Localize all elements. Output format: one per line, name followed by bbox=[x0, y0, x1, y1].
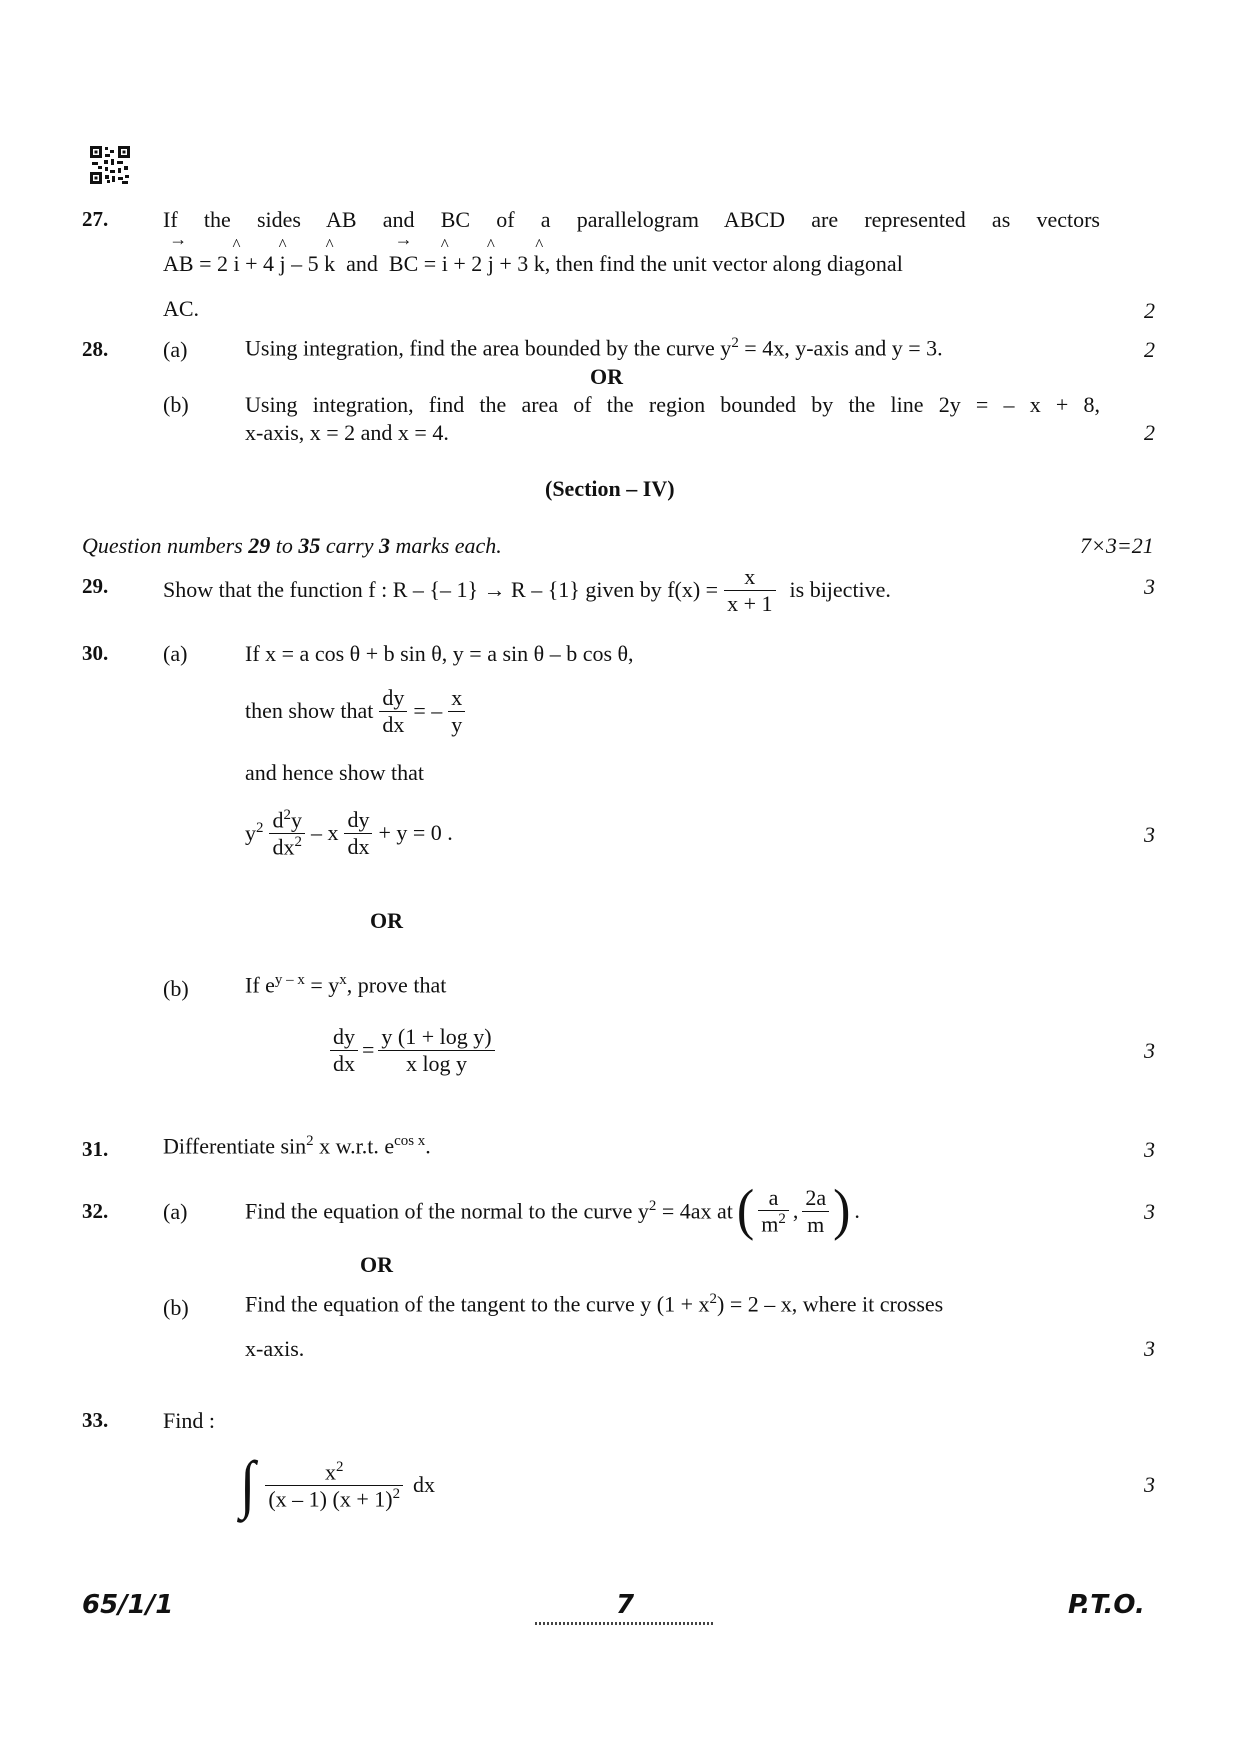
denominator: dx bbox=[333, 1050, 355, 1076]
denominator bbox=[269, 834, 304, 860]
comma: , bbox=[792, 1198, 799, 1223]
exponent: x bbox=[339, 972, 347, 988]
q33-find: Find : bbox=[163, 1408, 215, 1433]
marks: 3 bbox=[1144, 1038, 1155, 1063]
q27-term: , then find the unit vector along diagonal bbox=[544, 251, 903, 276]
page-number: 7 bbox=[616, 1590, 635, 1620]
q27-term: and bbox=[346, 251, 378, 276]
dx: dx bbox=[272, 833, 295, 859]
exponent: cos x bbox=[394, 1133, 426, 1149]
q32a-text bbox=[245, 1178, 860, 1244]
fraction bbox=[724, 564, 775, 616]
y-base: y bbox=[245, 820, 256, 846]
part-label: (a) bbox=[163, 337, 188, 362]
q28a-text-post: = 4x, y-axis and y = 3. bbox=[744, 335, 943, 361]
qr-code bbox=[90, 146, 130, 184]
x: x bbox=[324, 1459, 336, 1485]
or-separator: OR bbox=[370, 908, 403, 933]
q32b-line1 bbox=[245, 1291, 1100, 1317]
q30b-line1 bbox=[245, 972, 446, 998]
instruction bbox=[82, 533, 502, 559]
q30a-equation bbox=[245, 800, 453, 866]
fraction-a-m2 bbox=[758, 1185, 789, 1237]
marks: 2 bbox=[1144, 337, 1155, 362]
q30b-if: If e bbox=[245, 972, 275, 998]
period: . bbox=[854, 1198, 860, 1223]
exponent: 2 bbox=[648, 1197, 657, 1214]
denominator: x log y bbox=[405, 1050, 468, 1076]
part-label: (a) bbox=[163, 1199, 188, 1224]
q30a-line1: If x = a cos θ + b sin θ, y = a sin θ – b cos θ, bbox=[245, 641, 634, 666]
derivative-dy-dx bbox=[344, 807, 372, 859]
right-paren: ) bbox=[833, 1179, 851, 1242]
unit-vector-i: ^ i bbox=[442, 251, 448, 277]
question-number: 33. bbox=[82, 1408, 109, 1432]
question-number: 28. bbox=[82, 337, 109, 361]
q28a-text-pre: Using integration, find the area bounded by the curve y bbox=[245, 335, 732, 361]
q28a-text bbox=[245, 335, 943, 361]
q27-term: = bbox=[423, 251, 437, 276]
q27-line3: AC. bbox=[163, 296, 200, 321]
q32a-statement bbox=[245, 1198, 733, 1224]
q32b-line1-pre bbox=[245, 1291, 943, 1317]
q31-text bbox=[163, 1133, 431, 1159]
marks: 3 bbox=[1144, 574, 1155, 599]
marks: 3 bbox=[1144, 1336, 1155, 1361]
exponent: 2 bbox=[256, 819, 264, 836]
q27-line1: If the sides AB and BC of a parallelogram ABCD are represented as vectors bbox=[163, 207, 1100, 232]
instruction-text: to bbox=[270, 533, 299, 558]
q31-text-mid: x w.r.t. e bbox=[313, 1133, 395, 1159]
q32b-text-pre: Find the equation of the tangent to the curve y (1 + x bbox=[245, 1291, 710, 1317]
q32b-text-post: ) = 2 – x, where it crosses bbox=[717, 1291, 944, 1317]
equals-minus: = – bbox=[413, 698, 443, 723]
fraction-rhs bbox=[378, 1024, 494, 1076]
part-label: (b) bbox=[163, 392, 189, 417]
numerator: dy bbox=[330, 1024, 358, 1050]
q27-term: – 5 bbox=[291, 251, 319, 276]
question-number: 31. bbox=[82, 1137, 109, 1161]
numerator: a bbox=[758, 1185, 789, 1211]
section-heading: (Section – IV) bbox=[545, 476, 675, 501]
vector-ab: → AB bbox=[163, 251, 194, 277]
numerator bbox=[269, 807, 304, 834]
fraction-2a-m bbox=[802, 1185, 829, 1237]
fraction-x-y bbox=[448, 685, 465, 737]
integrand-fraction bbox=[265, 1459, 403, 1511]
exponent: 2 bbox=[778, 1211, 786, 1228]
numerator: y (1 + log y) bbox=[378, 1024, 494, 1050]
numerator: x bbox=[724, 564, 775, 590]
exponent: y – x bbox=[274, 972, 305, 988]
instruction-text: marks each. bbox=[390, 533, 502, 558]
q30b-prove: , prove that bbox=[346, 972, 447, 998]
numerator: dy bbox=[344, 807, 372, 833]
y: y bbox=[290, 807, 302, 833]
q29-statement: Show that the function f : R – {– 1} → R – {1} given by f(x) = bbox=[163, 577, 719, 602]
q32a-text-post: = 4ax at bbox=[656, 1198, 733, 1224]
numerator: 2a bbox=[802, 1185, 829, 1211]
unit-vector-j: ^ j bbox=[280, 251, 286, 277]
paper-code: 65/1/1 bbox=[82, 1590, 174, 1620]
marks: 3 bbox=[1144, 1472, 1155, 1497]
marks: 2 bbox=[1144, 420, 1155, 445]
exponent: 2 bbox=[392, 1485, 401, 1502]
denominator: x + 1 bbox=[727, 590, 773, 616]
dx: dx bbox=[413, 1472, 436, 1497]
q30a-then: then show that bbox=[245, 698, 374, 723]
question-number: 29. bbox=[82, 574, 109, 598]
instruction-text: carry bbox=[320, 533, 379, 558]
denominator: y bbox=[451, 711, 463, 737]
unit-vector-i: ^ i bbox=[233, 251, 239, 277]
integral-sign: ∫ bbox=[240, 1449, 256, 1521]
unit-vector-k: ^ k bbox=[324, 251, 335, 277]
marks: 3 bbox=[1144, 822, 1155, 847]
derivative-dy-dx bbox=[330, 1024, 358, 1076]
denominator: dx bbox=[347, 833, 370, 859]
denominator-text: (x – 1) (x + 1) bbox=[268, 1485, 393, 1511]
q29-tail: is bijective. bbox=[789, 577, 891, 602]
q30b-eq: = y bbox=[310, 972, 340, 998]
q31-text-post: . bbox=[425, 1133, 431, 1159]
question-number: 30. bbox=[82, 641, 109, 665]
unit-vector-k: ^ k bbox=[534, 251, 545, 277]
microprint-line bbox=[535, 1622, 715, 1625]
numerator bbox=[265, 1459, 403, 1486]
q28b-line2: x-axis, x = 2 and x = 4. bbox=[245, 420, 449, 445]
q27-line2 bbox=[163, 251, 903, 277]
instruction-number: 35 bbox=[298, 533, 321, 558]
section-total-marks: 7×3=21 bbox=[1080, 533, 1154, 558]
exponent: 2 bbox=[306, 1133, 314, 1149]
instruction-number: 29 bbox=[248, 533, 271, 558]
denominator bbox=[758, 1211, 789, 1237]
marks: 3 bbox=[1144, 1137, 1155, 1162]
equals-sign: = bbox=[362, 1037, 375, 1062]
part-label: (b) bbox=[163, 1295, 189, 1320]
q27-term: = 2 bbox=[199, 251, 228, 276]
q28a-sup: 2 bbox=[731, 335, 739, 351]
part-label: (a) bbox=[163, 641, 188, 666]
part-label: (b) bbox=[163, 976, 189, 1001]
derivative-dy-dx bbox=[379, 685, 407, 737]
numerator: x bbox=[448, 685, 465, 711]
left-paren: ( bbox=[736, 1179, 755, 1242]
m: m bbox=[761, 1211, 779, 1237]
or-separator: OR bbox=[590, 364, 623, 389]
q30b-equation bbox=[330, 1018, 495, 1082]
question-number: 27. bbox=[82, 207, 109, 231]
q28b-line1: Using integration, find the area of the region bounded by the line 2y = – x + 8, bbox=[245, 392, 1100, 417]
numerator: dy bbox=[379, 685, 407, 711]
q27-term: + 4 bbox=[245, 251, 275, 276]
instruction-number: 3 bbox=[379, 533, 390, 558]
instruction-text: Question numbers bbox=[82, 533, 249, 558]
equation-tail: + y = 0 . bbox=[378, 820, 453, 845]
d: d bbox=[272, 807, 284, 833]
q27-term: + 3 bbox=[499, 251, 529, 276]
q30a-line2 bbox=[245, 680, 465, 742]
unit-vector-j: ^ j bbox=[488, 251, 494, 277]
question-number: 32. bbox=[82, 1199, 109, 1223]
or-separator: OR bbox=[360, 1252, 393, 1277]
y-squared bbox=[245, 820, 263, 846]
exponent: 2 bbox=[335, 1458, 344, 1475]
q29-text bbox=[163, 560, 891, 620]
q33-integral bbox=[240, 1440, 435, 1530]
exponent: 2 bbox=[283, 806, 291, 823]
denominator: dx bbox=[382, 711, 405, 737]
marks: 2 bbox=[1144, 298, 1155, 323]
denominator: m bbox=[807, 1211, 825, 1237]
q31-text-pre: Differentiate sin bbox=[163, 1133, 307, 1159]
vector-bc: → BC bbox=[389, 251, 418, 277]
exponent: 2 bbox=[294, 833, 302, 850]
exponent: 2 bbox=[709, 1291, 717, 1307]
q32b-line2: x-axis. bbox=[245, 1336, 305, 1361]
q30a-hence: and hence show that bbox=[245, 760, 424, 785]
minus-x: – x bbox=[310, 820, 339, 845]
second-derivative bbox=[269, 807, 304, 859]
q27-term: + 2 bbox=[453, 251, 483, 276]
denominator bbox=[265, 1486, 403, 1512]
pto-label: P.T.O. bbox=[1068, 1590, 1145, 1620]
marks: 3 bbox=[1144, 1199, 1155, 1224]
q32a-text-pre: Find the equation of the normal to the curve y bbox=[245, 1198, 649, 1224]
